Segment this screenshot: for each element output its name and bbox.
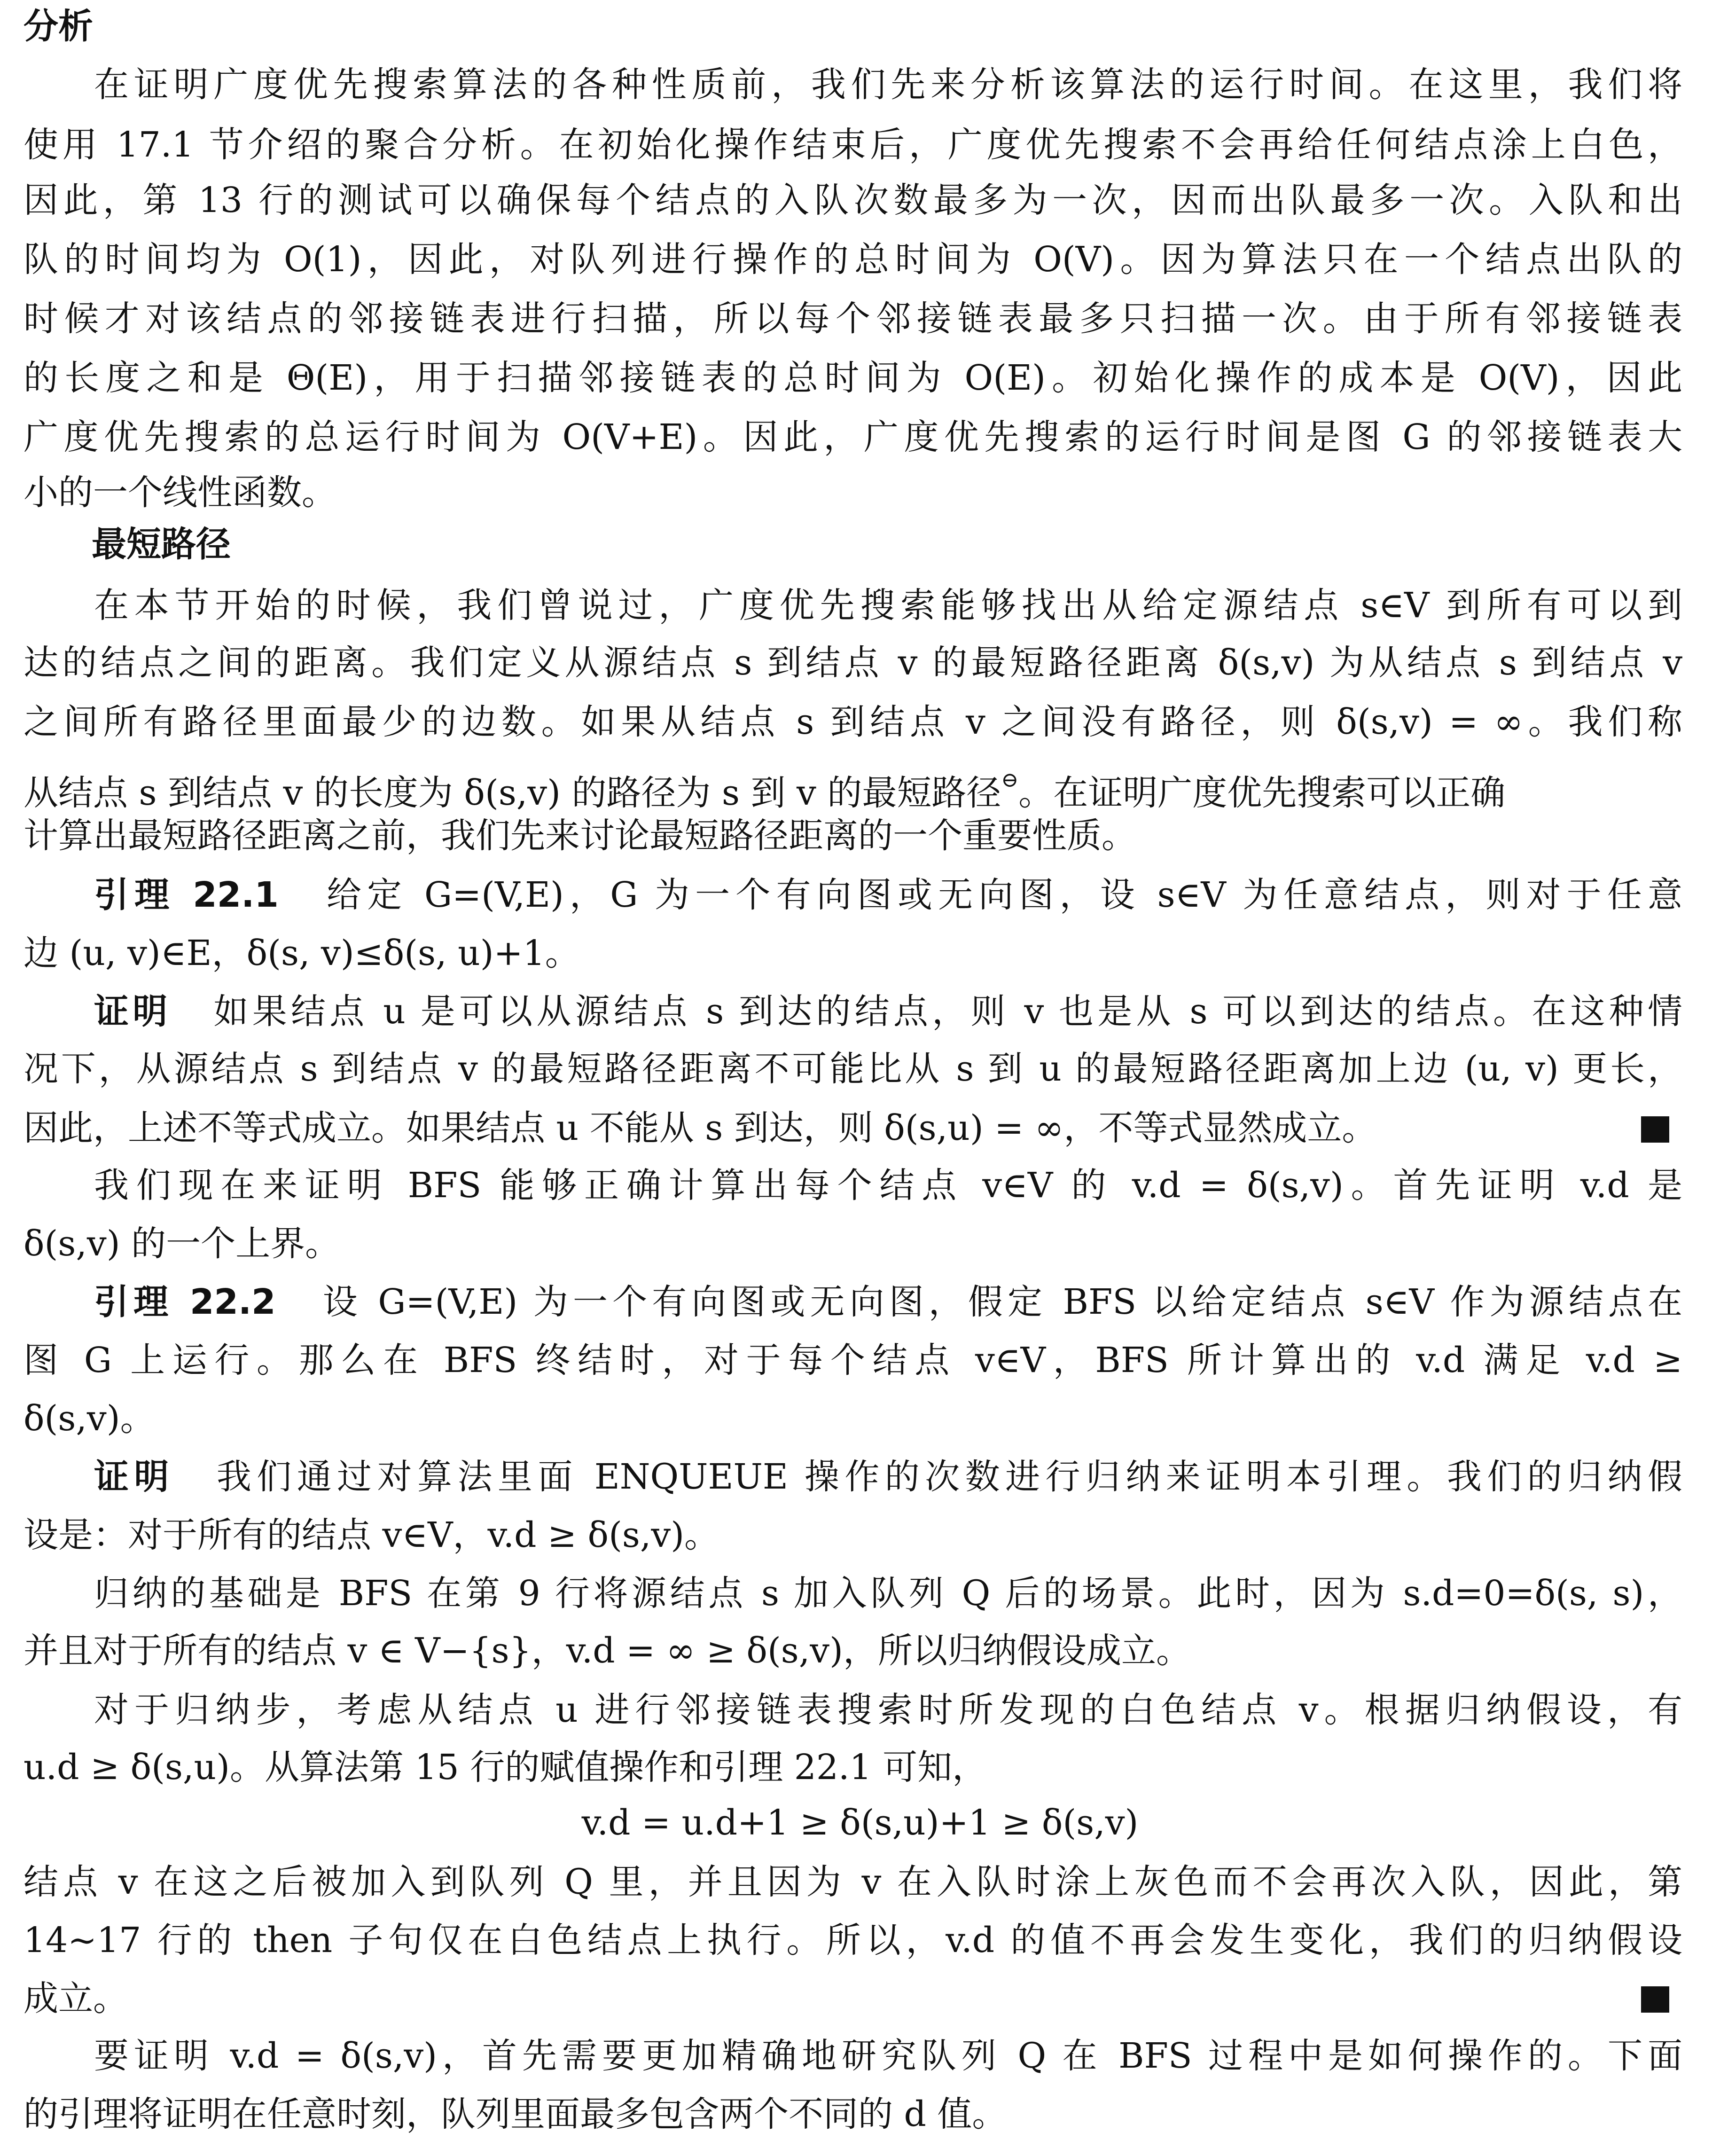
paragraph-line: u.d ≥ δ(s,u)。从算法第 15 行的赋值操作和引理 22.1 可知， [23, 1747, 987, 1788]
paragraph-line: 计算出最短路径距离之前，我们先来讨论最短路径距离的一个重要性质。 [23, 815, 1136, 856]
paragraph-line: 设是：对于所有的结点 v∈V，v.d ≥ δ(s,v)。 [23, 1515, 719, 1555]
paragraph-line: 因此，上述不等式成立。如果结点 u 不能从 s 到达，则 δ(s,u) = ∞，不等式显然成立。 [23, 1108, 1377, 1148]
paragraph-line: 小的一个线性函数。 [23, 472, 336, 513]
paragraph-line: 归纳的基础是 BFS 在第 9 行将源结点 s 加入队列 Q 后的场景。此时，因为 s.d=0=δ(s, s)， [94, 1573, 1682, 1614]
paragraph-line: 14~17 行的 then 子句仅在白色结点上执行。所以，v.d 的值不再会发生变化，我们的归纳假设 [23, 1920, 1682, 1960]
display-equation: v.d = u.d+1 ≥ δ(s,u)+1 ≥ δ(s,v) [581, 1803, 1139, 1843]
footnote-marker: ⊖ [1001, 768, 1019, 792]
paragraph-line: 并且对于所有的结点 v ∈ V−{s}，v.d = ∞ ≥ δ(s,v)，所以归纳假设成立。 [23, 1631, 1191, 1671]
paragraph-line: 在证明广度优先搜索算法的各种性质前，我们先来分析该算法的运行时间。在这里，我们将 [94, 64, 1682, 105]
lemma-label: 引理 22.2 [94, 1282, 276, 1322]
qed-mark [1641, 1116, 1669, 1143]
paragraph-line: 使用 17.1 节介绍的聚合分析。在初始化操作结束后，广度优先搜索不会再给任何结点涂上白色， [23, 125, 1682, 165]
proof-1 [94, 989, 1682, 1034]
paragraph-line: 要证明 v.d = δ(s,v)，首先需要更加精确地研究队列 Q 在 BFS 过程中是如何操作的。下面 [94, 2036, 1682, 2076]
paragraph-line: 我们现在来证明 BFS 能够正确计算出每个结点 v∈V 的 v.d = δ(s,v)。首先证明 v.d 是 [94, 1165, 1682, 1206]
paragraph-line: 成立。 [23, 1978, 128, 2019]
paragraph-line: 达的结点之间的距离。我们定义从源结点 s 到结点 v 的最短路径距离 δ(s,v) 为从结点 s 到结点 v [23, 643, 1682, 683]
paragraph-line: 图 G 上运行。那么在 BFS 终结时，对于每个结点 v∈V，BFS 所计算出的 v.d 满足 v.d ≥ [23, 1340, 1682, 1380]
paragraph-line: δ(s,v) 的一个上界。 [23, 1223, 340, 1264]
paragraph-line: 时候才对该结点的邻接链表进行扫描，所以每个邻接链表最多只扫描一次。由于所有邻接链表 [23, 298, 1682, 339]
line-text: 从结点 s 到结点 v 的长度为 δ(s,v) 的路径为 s 到 v 的最短路径 [23, 773, 1001, 813]
paragraph-line: 队的时间均为 O(1)，因此，对队列进行操作的总时间为 O(V)。因为算法只在一个结点出队的 [23, 239, 1682, 280]
paragraph-line: 广度优先搜索的总运行时间为 O(V+E)。因此，广度优先搜索的运行时间是图 G 的邻接链表大 [23, 417, 1682, 457]
lemma-text: 设 G=(V,E) 为一个有向图或无向图，假定 BFS 以给定结点 s∈V 作为源结点在 [318, 1282, 1682, 1322]
paragraph-line: 之间所有路径里面最少的边数。如果从结点 s 到结点 v 之间没有路径，则 δ(s,v) = ∞。我们称 [23, 702, 1682, 742]
proof-2 [94, 1454, 1682, 1499]
lemma-text: 给定 G=(V,E)，G 为一个有向图或无向图，设 s∈V 为任意结点，则对于任意 [321, 875, 1683, 915]
paragraph-line: 因此，第 13 行的测试可以确保每个结点的入队次数最多为一次，因而出队最多一次。入队和出 [23, 180, 1682, 220]
paragraph-line: 在本节开始的时候，我们曾说过，广度优先搜索能够找出从给定源结点 s∈V 到所有可以到 [94, 585, 1682, 626]
proof-text: 如果结点 u 是可以从源结点 s 到达的结点，则 v 也是从 s 可以到达的结点。在这种情 [213, 991, 1683, 1032]
paragraph-line [23, 758, 1682, 813]
lemma-22-1 [94, 872, 1682, 917]
section-heading-shortest-paths: 最短路径 [92, 524, 231, 564]
qed-mark [1641, 1986, 1669, 2013]
paragraph-line: 对于归纳步，考虑从结点 u 进行邻接链表搜索时所发现的白色结点 v。根据归纳假设，有 [94, 1690, 1682, 1730]
paragraph-line: 边 (u, v)∈E，δ(s, v)≤δ(s, u)+1。 [23, 933, 580, 973]
line-text: 。在证明广度优先搜索可以正确 [1018, 773, 1506, 813]
proof-label: 证明 [94, 1457, 174, 1497]
section-heading-analysis: 分析 [23, 6, 93, 47]
paragraph-line: 的引理将证明在任意时刻，队列里面最多包含两个不同的 d 值。 [23, 2094, 1007, 2134]
paragraph-line: δ(s,v)。 [23, 1398, 155, 1439]
lemma-label: 引理 22.1 [94, 875, 279, 915]
paragraph-line: 况下，从源结点 s 到结点 v 的最短路径距离不可能比从 s 到 u 的最短路径距离加上边 (u, v) 更长， [23, 1049, 1682, 1089]
paragraph-line: 结点 v 在这之后被加入到队列 Q 里，并且因为 v 在入队时涂上灰色而不会再次入队，因此，第 [23, 1862, 1682, 1902]
lemma-22-2 [94, 1279, 1682, 1325]
paragraph-line: 的长度之和是 Θ(E)，用于扫描邻接链表的总时间为 O(E)。初始化操作的成本是 O(V)，因此 [23, 358, 1682, 398]
proof-text: 我们通过对算法里面 ENQUEUE 操作的次数进行归纳来证明本引理。我们的归纳假 [216, 1457, 1683, 1497]
proof-label: 证明 [94, 991, 172, 1032]
